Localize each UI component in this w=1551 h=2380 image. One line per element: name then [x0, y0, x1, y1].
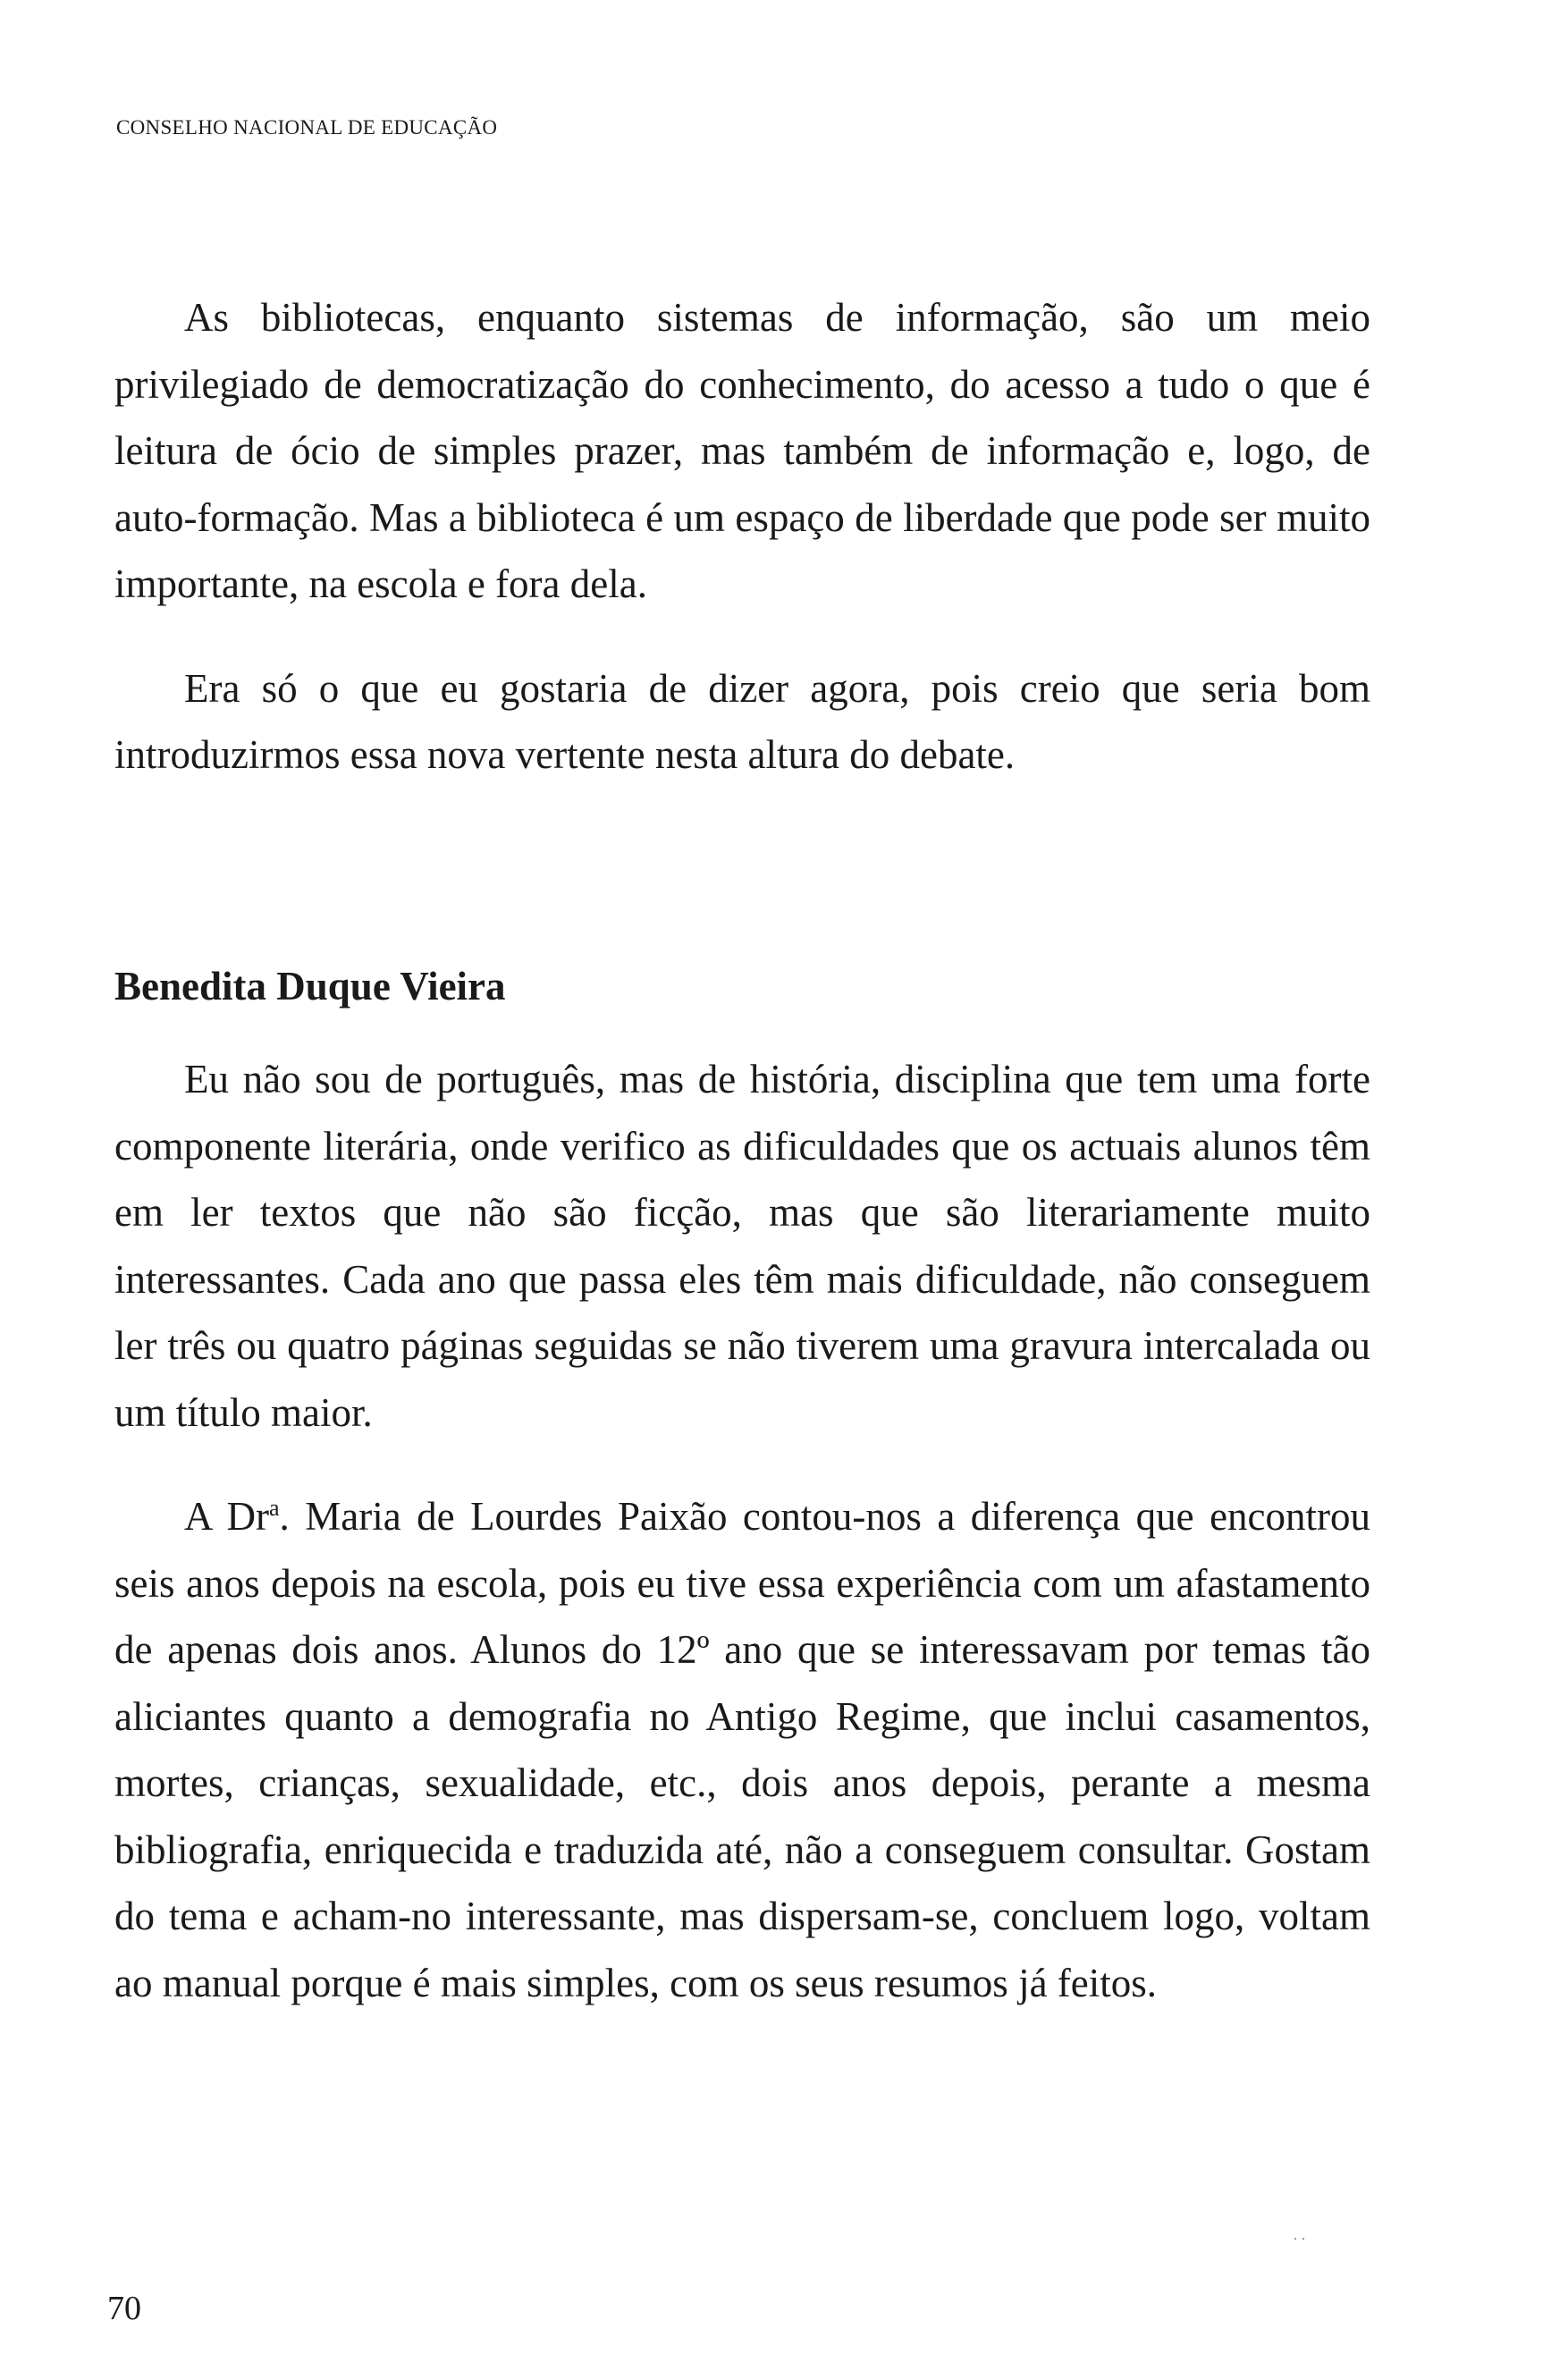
scan-artifact-dots: [1294, 2238, 1312, 2241]
paragraph-body-text: . Maria de Lourdes Paixão contou-nos a diferença que encontrou seis anos depois na escola, pois eu tive essa experiência com um afastamento de apenas dois anos. Alunos do 12º ano que se interessavam por temas tão aliciantes quanto a demografia no Antigo Regime, que inclui casamentos, mortes, crianças, sexualidade, etc., dois anos depois, perante a mesma bibliografia, enriquecida e traduzida até, não a conseguem consultar. Gostam do tema e acham-no interessante, mas dispersam-se, concluem logo, voltam ao manual porque é mais simples, com os seus resumos já feitos.: [114, 1494, 1371, 2005]
paragraph-libraries: As bibliotecas, enquanto sistemas de informação, são um meio privilegiado de democratização do conhecimento, do acesso a tudo o que é leitura de ócio de simples prazer, mas também de informação e, logo, de auto-formação. Mas a biblioteca é um espaço de liberdade que pode ser muito importante, na escola e fora dela.: [114, 295, 1370, 606]
running-header: CONSELHO NACIONAL DE EDUCAÇÃO: [116, 116, 498, 139]
ordinal-superscript: a: [268, 1495, 280, 1521]
page-number: 70: [107, 2290, 141, 2327]
paragraph-history-discipline: Eu não sou de português, mas de história, disciplina que tem uma forte componente literária, onde verifico as dificuldades que os actuais alunos têm em ler textos que não são ficção, mas que são literariamente muito interessantes. Cada ano que passa eles têm mais dificuldade, não conseguem ler três ou quatro páginas seguidas se não tiverem uma gravura intercalada ou um título maior.: [114, 1057, 1370, 1435]
paragraph-dr-maria: [114, 1483, 1370, 2016]
page-body: [114, 284, 1370, 2016]
speaker-name: Benedita Duque Vieira: [114, 963, 506, 1009]
paragraph-lead-text: A Dr: [184, 1494, 269, 1539]
paragraph-closing-remark: Era só o que eu gostaria de dizer agora, pois creio que seria bom introduzirmos essa nova vertente nesta altura do debate.: [114, 665, 1370, 777]
